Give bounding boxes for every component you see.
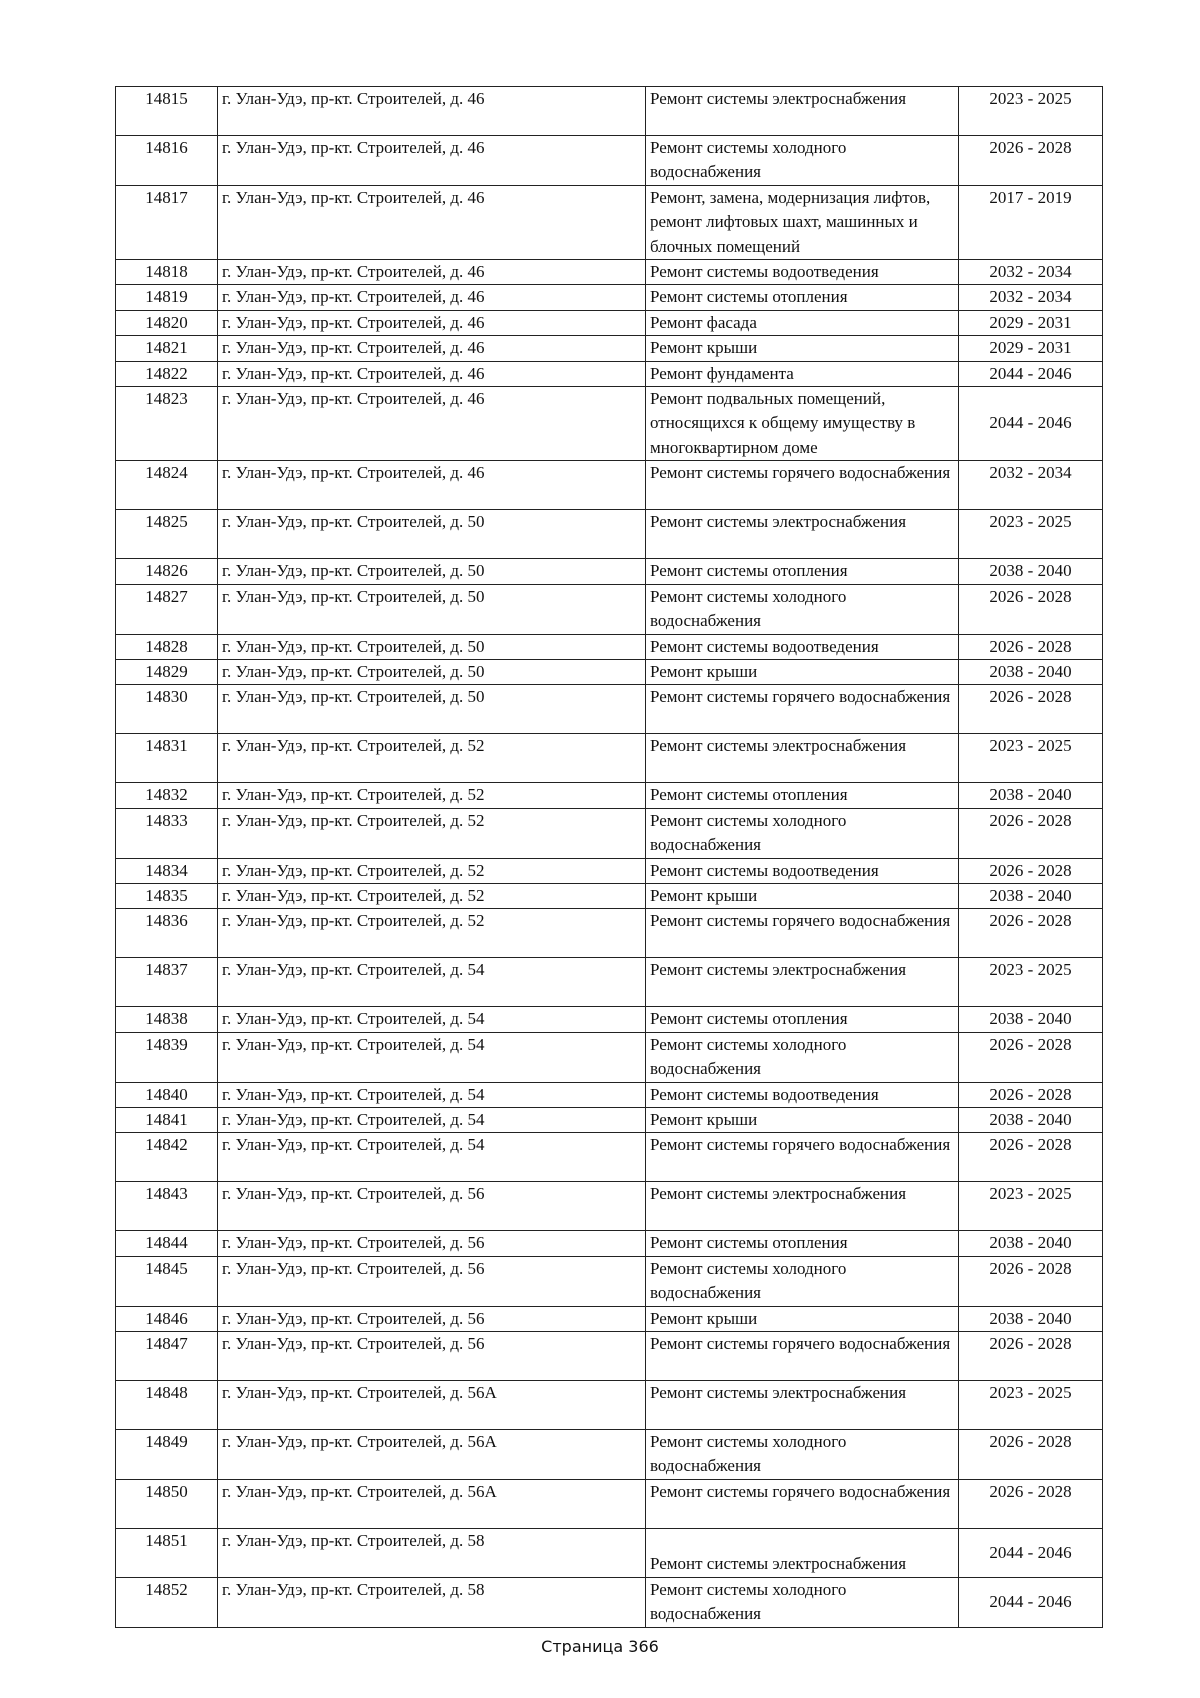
row-address: г. Улан-Удэ, пр-кт. Строителей, д. 56А — [218, 1430, 646, 1480]
row-work-type: Ремонт системы горячего водоснабжения — [646, 1332, 959, 1381]
row-work-type: Ремонт системы водоотведения — [646, 260, 959, 285]
table-row — [116, 336, 1103, 361]
row-number: 14831 — [116, 734, 218, 783]
row-address: г. Улан-Удэ, пр-кт. Строителей, д. 46 — [218, 185, 646, 259]
row-number: 14819 — [116, 285, 218, 310]
table-row — [116, 958, 1103, 1007]
row-address: г. Улан-Удэ, пр-кт. Строителей, д. 54 — [218, 1082, 646, 1107]
row-address: г. Улан-Удэ, пр-кт. Строителей, д. 50 — [218, 634, 646, 659]
table-row — [116, 1082, 1103, 1107]
row-period: 2032 - 2034 — [959, 461, 1103, 510]
row-address: г. Улан-Удэ, пр-кт. Строителей, д. 54 — [218, 958, 646, 1007]
row-number: 14839 — [116, 1032, 218, 1082]
row-address: г. Улан-Удэ, пр-кт. Строителей, д. 56А — [218, 1479, 646, 1528]
row-work-type: Ремонт крыши — [646, 659, 959, 684]
row-period: 2032 - 2034 — [959, 285, 1103, 310]
row-address: г. Улан-Удэ, пр-кт. Строителей, д. 46 — [218, 87, 646, 136]
table-row — [116, 1133, 1103, 1182]
row-number: 14843 — [116, 1182, 218, 1231]
row-work-type: Ремонт, замена, модернизация лифтов, ремонт лифтовых шахт, машинных и блочных помещений — [646, 185, 959, 259]
table-row — [116, 260, 1103, 285]
row-work-type: Ремонт фасада — [646, 310, 959, 335]
row-number: 14815 — [116, 87, 218, 136]
repair-schedule-table — [115, 86, 1103, 1628]
row-address: г. Улан-Удэ, пр-кт. Строителей, д. 58 — [218, 1577, 646, 1627]
row-work-type: Ремонт системы горячего водоснабжения — [646, 461, 959, 510]
row-period: 2032 - 2034 — [959, 260, 1103, 285]
row-address: г. Улан-Удэ, пр-кт. Строителей, д. 54 — [218, 1133, 646, 1182]
row-number: 14826 — [116, 559, 218, 584]
row-address: г. Улан-Удэ, пр-кт. Строителей, д. 50 — [218, 559, 646, 584]
row-period: 2026 - 2028 — [959, 584, 1103, 634]
row-period: 2023 - 2025 — [959, 1381, 1103, 1430]
table-row — [116, 659, 1103, 684]
table-row — [116, 185, 1103, 259]
row-address: г. Улан-Удэ, пр-кт. Строителей, д. 58 — [218, 1528, 646, 1577]
row-work-type: Ремонт системы горячего водоснабжения — [646, 1133, 959, 1182]
row-work-type: Ремонт системы горячего водоснабжения — [646, 685, 959, 734]
row-number: 14828 — [116, 634, 218, 659]
row-work-type: Ремонт системы электроснабжения — [646, 958, 959, 1007]
row-period: 2023 - 2025 — [959, 958, 1103, 1007]
row-period: 2023 - 2025 — [959, 734, 1103, 783]
page-number: Страница 366 — [541, 1637, 659, 1656]
row-period: 2038 - 2040 — [959, 1107, 1103, 1132]
row-work-type: Ремонт крыши — [646, 1306, 959, 1331]
row-number: 14821 — [116, 336, 218, 361]
table-row — [116, 1107, 1103, 1132]
row-period: 2044 - 2046 — [959, 1577, 1103, 1627]
table-row — [116, 783, 1103, 808]
row-period: 2038 - 2040 — [959, 1231, 1103, 1256]
table-row — [116, 1007, 1103, 1032]
row-address: г. Улан-Удэ, пр-кт. Строителей, д. 56 — [218, 1182, 646, 1231]
row-address: г. Улан-Удэ, пр-кт. Строителей, д. 52 — [218, 883, 646, 908]
row-number: 14832 — [116, 783, 218, 808]
row-address: г. Улан-Удэ, пр-кт. Строителей, д. 50 — [218, 659, 646, 684]
row-address: г. Улан-Удэ, пр-кт. Строителей, д. 52 — [218, 858, 646, 883]
row-address: г. Улан-Удэ, пр-кт. Строителей, д. 54 — [218, 1107, 646, 1132]
row-address: г. Улан-Удэ, пр-кт. Строителей, д. 52 — [218, 808, 646, 858]
table-row — [116, 559, 1103, 584]
row-number: 14836 — [116, 909, 218, 958]
row-period: 2038 - 2040 — [959, 659, 1103, 684]
row-address: г. Улан-Удэ, пр-кт. Строителей, д. 56 — [218, 1231, 646, 1256]
row-number: 14850 — [116, 1479, 218, 1528]
row-period: 2029 - 2031 — [959, 310, 1103, 335]
row-period: 2026 - 2028 — [959, 1430, 1103, 1480]
table-row — [116, 1381, 1103, 1430]
row-period: 2038 - 2040 — [959, 1306, 1103, 1331]
row-period: 2026 - 2028 — [959, 136, 1103, 186]
row-number: 14834 — [116, 858, 218, 883]
row-number: 14842 — [116, 1133, 218, 1182]
row-work-type: Ремонт системы холодного водоснабжения — [646, 1430, 959, 1480]
row-period: 2023 - 2025 — [959, 510, 1103, 559]
table-row — [116, 1528, 1103, 1577]
table-row — [116, 387, 1103, 461]
row-work-type: Ремонт крыши — [646, 336, 959, 361]
row-period: 2026 - 2028 — [959, 685, 1103, 734]
row-number: 14830 — [116, 685, 218, 734]
row-number: 14844 — [116, 1231, 218, 1256]
row-number: 14818 — [116, 260, 218, 285]
table-row — [116, 1430, 1103, 1480]
row-number: 14827 — [116, 584, 218, 634]
row-period: 2023 - 2025 — [959, 1182, 1103, 1231]
row-address: г. Улан-Удэ, пр-кт. Строителей, д. 50 — [218, 685, 646, 734]
table-row — [116, 1256, 1103, 1306]
table-row — [116, 136, 1103, 186]
row-period: 2044 - 2046 — [959, 387, 1103, 461]
row-period: 2044 - 2046 — [959, 361, 1103, 386]
row-period: 2038 - 2040 — [959, 559, 1103, 584]
row-number: 14848 — [116, 1381, 218, 1430]
row-number: 14841 — [116, 1107, 218, 1132]
row-period: 2038 - 2040 — [959, 883, 1103, 908]
row-number: 14816 — [116, 136, 218, 186]
table-row — [116, 285, 1103, 310]
row-number: 14820 — [116, 310, 218, 335]
table-body — [116, 87, 1103, 1628]
row-number: 14825 — [116, 510, 218, 559]
row-work-type: Ремонт системы горячего водоснабжения — [646, 1479, 959, 1528]
table-row — [116, 1182, 1103, 1231]
row-work-type: Ремонт системы электроснабжения — [646, 1528, 959, 1577]
row-period: 2026 - 2028 — [959, 1133, 1103, 1182]
row-period: 2026 - 2028 — [959, 1082, 1103, 1107]
table-row — [116, 1479, 1103, 1528]
row-address: г. Улан-Удэ, пр-кт. Строителей, д. 56 — [218, 1332, 646, 1381]
row-period: 2023 - 2025 — [959, 87, 1103, 136]
row-address: г. Улан-Удэ, пр-кт. Строителей, д. 50 — [218, 510, 646, 559]
row-number: 14849 — [116, 1430, 218, 1480]
row-number: 14840 — [116, 1082, 218, 1107]
table-row — [116, 1032, 1103, 1082]
row-number: 14852 — [116, 1577, 218, 1627]
row-number: 14822 — [116, 361, 218, 386]
row-period: 2026 - 2028 — [959, 808, 1103, 858]
row-work-type: Ремонт системы отопления — [646, 1231, 959, 1256]
row-work-type: Ремонт системы водоотведения — [646, 634, 959, 659]
row-period: 2026 - 2028 — [959, 858, 1103, 883]
row-work-type: Ремонт системы электроснабжения — [646, 1381, 959, 1430]
table-row — [116, 858, 1103, 883]
row-address: г. Улан-Удэ, пр-кт. Строителей, д. 46 — [218, 285, 646, 310]
row-address: г. Улан-Удэ, пр-кт. Строителей, д. 56 — [218, 1306, 646, 1331]
row-work-type: Ремонт системы холодного водоснабжения — [646, 584, 959, 634]
row-period: 2026 - 2028 — [959, 1032, 1103, 1082]
table-row — [116, 361, 1103, 386]
row-address: г. Улан-Удэ, пр-кт. Строителей, д. 56А — [218, 1381, 646, 1430]
row-work-type: Ремонт системы отопления — [646, 1007, 959, 1032]
row-period: 2026 - 2028 — [959, 909, 1103, 958]
table-row — [116, 584, 1103, 634]
row-period: 2044 - 2046 — [959, 1528, 1103, 1577]
row-work-type: Ремонт системы холодного водоснабжения — [646, 1256, 959, 1306]
row-work-type: Ремонт системы холодного водоснабжения — [646, 808, 959, 858]
row-number: 14824 — [116, 461, 218, 510]
row-number: 14835 — [116, 883, 218, 908]
row-number: 14817 — [116, 185, 218, 259]
row-address: г. Улан-Удэ, пр-кт. Строителей, д. 50 — [218, 584, 646, 634]
table-row — [116, 1332, 1103, 1381]
row-period: 2038 - 2040 — [959, 1007, 1103, 1032]
table-row — [116, 734, 1103, 783]
row-address: г. Улан-Удэ, пр-кт. Строителей, д. 56 — [218, 1256, 646, 1306]
row-number: 14851 — [116, 1528, 218, 1577]
table-row — [116, 909, 1103, 958]
row-number: 14847 — [116, 1332, 218, 1381]
table-row — [116, 883, 1103, 908]
row-number: 14829 — [116, 659, 218, 684]
table-row — [116, 685, 1103, 734]
row-address: г. Улан-Удэ, пр-кт. Строителей, д. 54 — [218, 1007, 646, 1032]
row-address: г. Улан-Удэ, пр-кт. Строителей, д. 46 — [218, 336, 646, 361]
row-period: 2017 - 2019 — [959, 185, 1103, 259]
row-address: г. Улан-Удэ, пр-кт. Строителей, д. 46 — [218, 361, 646, 386]
row-number: 14838 — [116, 1007, 218, 1032]
row-period: 2026 - 2028 — [959, 634, 1103, 659]
row-work-type: Ремонт системы холодного водоснабжения — [646, 1577, 959, 1627]
table-row — [116, 808, 1103, 858]
row-address: г. Улан-Удэ, пр-кт. Строителей, д. 46 — [218, 260, 646, 285]
row-address: г. Улан-Удэ, пр-кт. Строителей, д. 46 — [218, 136, 646, 186]
row-work-type: Ремонт подвальных помещений, относящихся к общему имуществу в многоквартирном доме — [646, 387, 959, 461]
row-work-type: Ремонт крыши — [646, 1107, 959, 1132]
row-work-type: Ремонт системы отопления — [646, 285, 959, 310]
row-address: г. Улан-Удэ, пр-кт. Строителей, д. 54 — [218, 1032, 646, 1082]
row-work-type: Ремонт системы отопления — [646, 783, 959, 808]
row-work-type: Ремонт системы электроснабжения — [646, 510, 959, 559]
row-number: 14846 — [116, 1306, 218, 1331]
row-address: г. Улан-Удэ, пр-кт. Строителей, д. 52 — [218, 909, 646, 958]
row-work-type: Ремонт системы отопления — [646, 559, 959, 584]
row-work-type: Ремонт крыши — [646, 883, 959, 908]
table-row — [116, 461, 1103, 510]
row-work-type: Ремонт системы водоотведения — [646, 1082, 959, 1107]
table-row — [116, 510, 1103, 559]
row-number: 14833 — [116, 808, 218, 858]
row-number: 14837 — [116, 958, 218, 1007]
row-work-type: Ремонт системы холодного водоснабжения — [646, 1032, 959, 1082]
row-work-type: Ремонт системы холодного водоснабжения — [646, 136, 959, 186]
table-row — [116, 310, 1103, 335]
row-address: г. Улан-Удэ, пр-кт. Строителей, д. 46 — [218, 461, 646, 510]
table-row — [116, 1231, 1103, 1256]
row-address: г. Улан-Удэ, пр-кт. Строителей, д. 52 — [218, 734, 646, 783]
row-number: 14845 — [116, 1256, 218, 1306]
row-address: г. Улан-Удэ, пр-кт. Строителей, д. 46 — [218, 310, 646, 335]
row-period: 2029 - 2031 — [959, 336, 1103, 361]
row-period: 2026 - 2028 — [959, 1332, 1103, 1381]
row-work-type: Ремонт фундамента — [646, 361, 959, 386]
row-number: 14823 — [116, 387, 218, 461]
row-address: г. Улан-Удэ, пр-кт. Строителей, д. 46 — [218, 387, 646, 461]
row-work-type: Ремонт системы электроснабжения — [646, 87, 959, 136]
row-period: 2038 - 2040 — [959, 783, 1103, 808]
row-period: 2026 - 2028 — [959, 1479, 1103, 1528]
table-row — [116, 87, 1103, 136]
table-row — [116, 634, 1103, 659]
table-row — [116, 1306, 1103, 1331]
row-work-type: Ремонт системы электроснабжения — [646, 1182, 959, 1231]
row-work-type: Ремонт системы горячего водоснабжения — [646, 909, 959, 958]
row-period: 2026 - 2028 — [959, 1256, 1103, 1306]
row-work-type: Ремонт системы электроснабжения — [646, 734, 959, 783]
row-address: г. Улан-Удэ, пр-кт. Строителей, д. 52 — [218, 783, 646, 808]
table-row — [116, 1577, 1103, 1627]
row-work-type: Ремонт системы водоотведения — [646, 858, 959, 883]
